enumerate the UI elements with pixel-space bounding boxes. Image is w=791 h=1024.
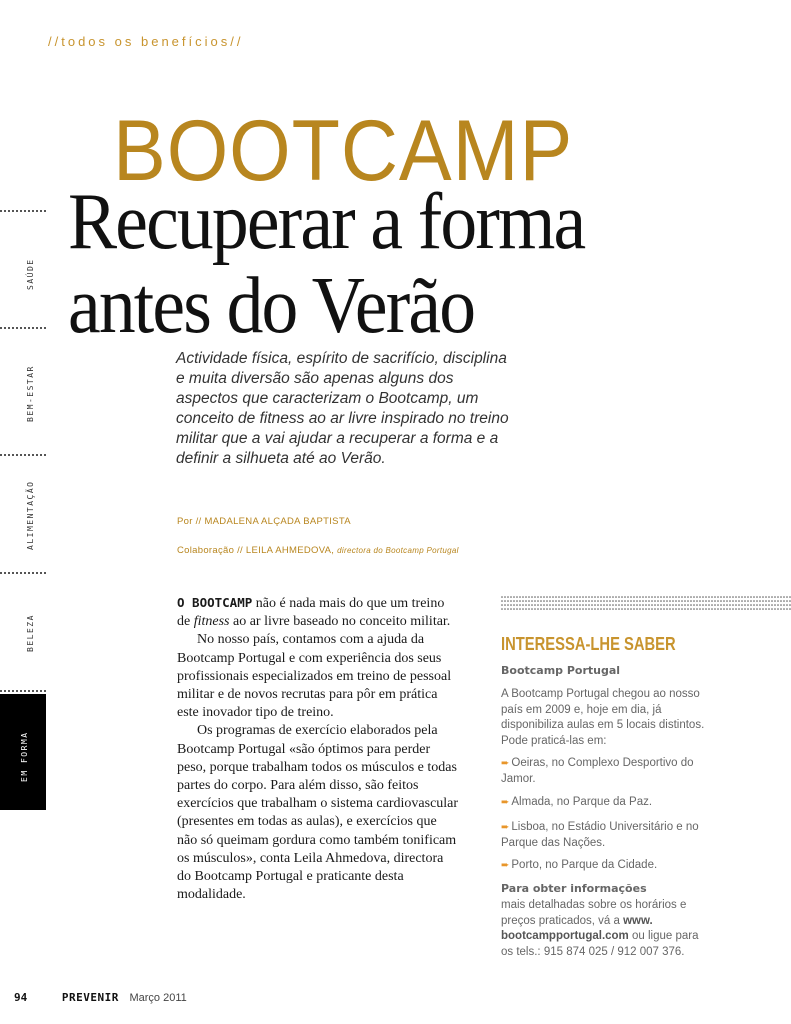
collaboration-credit [177, 545, 459, 556]
nav-item-em-forma[interactable]: EM FORMA [20, 731, 29, 782]
article-paragraph: Os programas de exercício elaborados pela Bootcamp Portugal «são óptimos para perder peso, porque trabalham todos os músculos e todas partes do corpo. Para além disso, são feitos exercícios que trabalham o sistema cardiovascular (presentes em todas as aulas), e exercícios que não só queimam gordura como também tonificam os músculos», conta Leila Ahmedova, directora do Bootcamp Portugal e praticante desta modalidade. [177, 723, 459, 903]
collaboration-label: Colaboração // LEILA AHMEDOVA, [177, 545, 335, 556]
location-item [501, 756, 711, 787]
sidebar-info [501, 898, 711, 960]
nav-item-beleza[interactable]: BELEZA [26, 614, 35, 652]
arrow-right-icon: ➨ [501, 797, 510, 808]
nav-divider [0, 327, 46, 329]
location-text: Almada, no Parque da Paz. [511, 796, 653, 808]
page-title [68, 180, 584, 348]
article-body [177, 594, 459, 904]
article-paragraph: No nosso país, contamos com a ajuda da Bootcamp Portugal e com experiência dos seus profissionais especializados em treino de pessoal militar e de novos recrutas para pôr em prática este inovador tipo de treino. [177, 632, 452, 721]
sidebar-title: INTERESSA-LHE SABER [501, 634, 676, 654]
nav-item-em-forma-active[interactable] [0, 694, 46, 810]
nav-item-saude[interactable]: SAÚDE [26, 258, 35, 290]
article-lead-in: O BOOTCAMP [177, 595, 253, 610]
author-byline: Por // MADALENA ALÇADA BAPTISTA [177, 516, 351, 527]
article-text: ao ar livre baseado no conceito militar. [229, 614, 451, 630]
location-item [501, 820, 711, 851]
article-text: não é nada mais do que um treino de [177, 596, 445, 630]
nav-divider [0, 690, 46, 692]
info-text: ou ligue para os tels.: 915 874 025 / 912 007 376. [501, 930, 699, 958]
info-text: mais detalhadas sobre os horários e preços praticados, vá a [501, 899, 687, 927]
issue-date: Março 2011 [129, 992, 187, 1004]
location-text: Oeiras, no Complexo Desportivo do Jamor. [501, 757, 694, 785]
lead-paragraph: Actividade física, espírito de sacrifício, disciplina e muita diversão são apenas alguns dos aspectos que caracterizam o Bootcamp, um conceito de fitness ao ar livre inspirado no treino militar que a vai ajudar a recuperar a forma e a definir a silhueta até ao Verão. [176, 350, 509, 467]
location-text: Porto, no Parque da Cidade. [511, 859, 658, 871]
article-emphasis: fitness [193, 614, 230, 630]
sidebar-info-title: Para obter informações [501, 882, 647, 895]
sidebar-subtitle: Bootcamp Portugal [501, 664, 621, 677]
nav-divider [0, 454, 46, 456]
nav-item-bem-estar[interactable]: BEM-ESTAR [26, 365, 35, 422]
location-item [501, 795, 711, 811]
location-item [501, 858, 711, 874]
sidebar-dotted-divider [501, 596, 791, 612]
collaboration-role: directora do Bootcamp Portugal [337, 546, 459, 555]
arrow-right-icon: ➨ [501, 822, 510, 833]
magazine-name: PREVENIR [61, 991, 119, 1004]
page-number: 94 [14, 991, 28, 1004]
arrow-right-icon: ➨ [501, 860, 510, 871]
sidebar-intro: A Bootcamp Portugal chegou ao nosso país em 2009 e, hoje em dia, já disponibiliza aulas em 5 locais distintos. Pode praticá-las em: [501, 688, 705, 747]
article-paragraph [177, 594, 459, 631]
section-kicker: //todos os benefícios// [48, 34, 244, 49]
nav-item-alimentacao[interactable]: ALIMENTAÇÃO [26, 480, 35, 550]
nav-divider [0, 210, 46, 212]
nav-divider [0, 572, 46, 574]
location-text: Lisboa, no Estádio Universitário e no Parque das Nações. [501, 821, 699, 849]
title-line-2: antes do Verão [68, 262, 475, 350]
page-footer [14, 991, 187, 1004]
brand-heading: BOOTCAMP [113, 103, 574, 199]
arrow-right-icon: ➨ [501, 758, 510, 769]
website-link[interactable]: www. bootcampportugal.com [501, 914, 653, 942]
title-line-1: Recuperar a forma [68, 178, 585, 266]
